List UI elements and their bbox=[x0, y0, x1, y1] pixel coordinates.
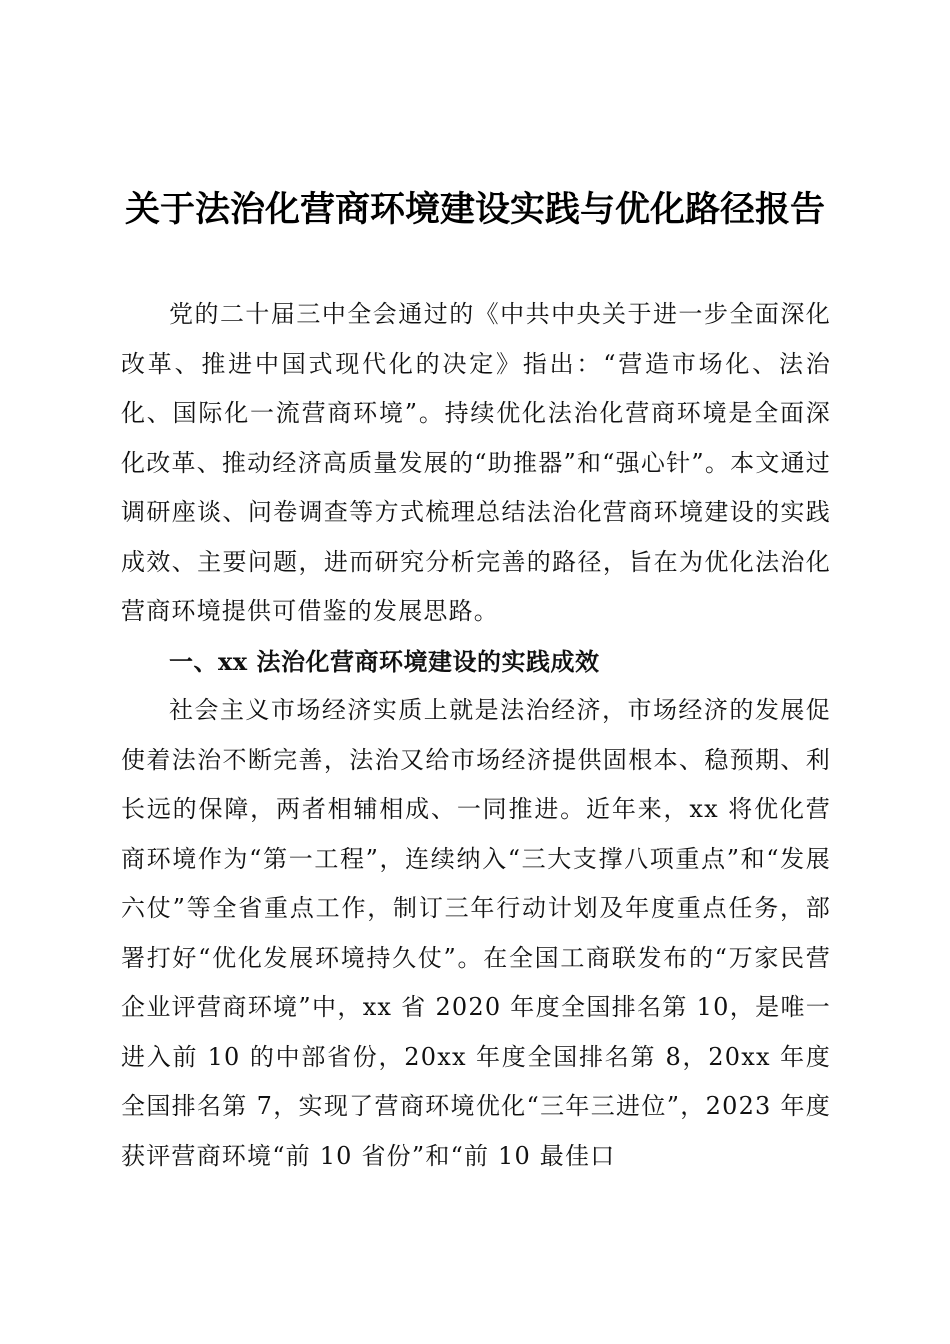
section-heading: 一、xx 法治化营商环境建设的实践成效 bbox=[169, 646, 600, 676]
intro-paragraph: 党的二十届三中全会通过的《中共中央关于进一步全面深化改革、推进中国式现代化的决定》指出：“营造市场化、法治化、国际化一流营商环境”。持续优化法治化营商环境是全面深化改革、推动经济高质量发展的“助推器”和“强心针”。本文通过调研座谈、问卷调查等方式梳理总结法治化营商环境建设的实践成效、主要问题，进而研究分析完善的路径，旨在为优化法治化营商环境提供可借鉴的发展思路。 bbox=[121, 300, 831, 625]
body-paragraph: 社会主义市场经济实质上就是法治经济，市场经济的发展促使着法治不断完善，法治又给市场经济提供固根本、稳预期、利长远的保障，两者相辅相成、一同推进。近年来，xx 将优化营商环境作为“第一工程”，连续纳入“三大支撑八项重点”和“发展六仗”等全省重点工作，制订三年行动计划及年度重点任务，部署打好“优化发展环境持久仗”。在全国工商联发布的“万家民营企业评营商环境”中，xx 省 2020 年度全国排名第 10，是唯一进入前 10 的中部省份，20xx 年度全国排名第 8，20xx 年度全国排名第 7，实现了营商环境优化“三年三进位”，2023 年度获评营商环境“前 10 省份”和“前 10 最佳口 bbox=[121, 696, 831, 1170]
document-body bbox=[121, 290, 831, 1181]
document-title: 关于法治化营商环境建设实践与优化路径报告 bbox=[124, 189, 825, 230]
